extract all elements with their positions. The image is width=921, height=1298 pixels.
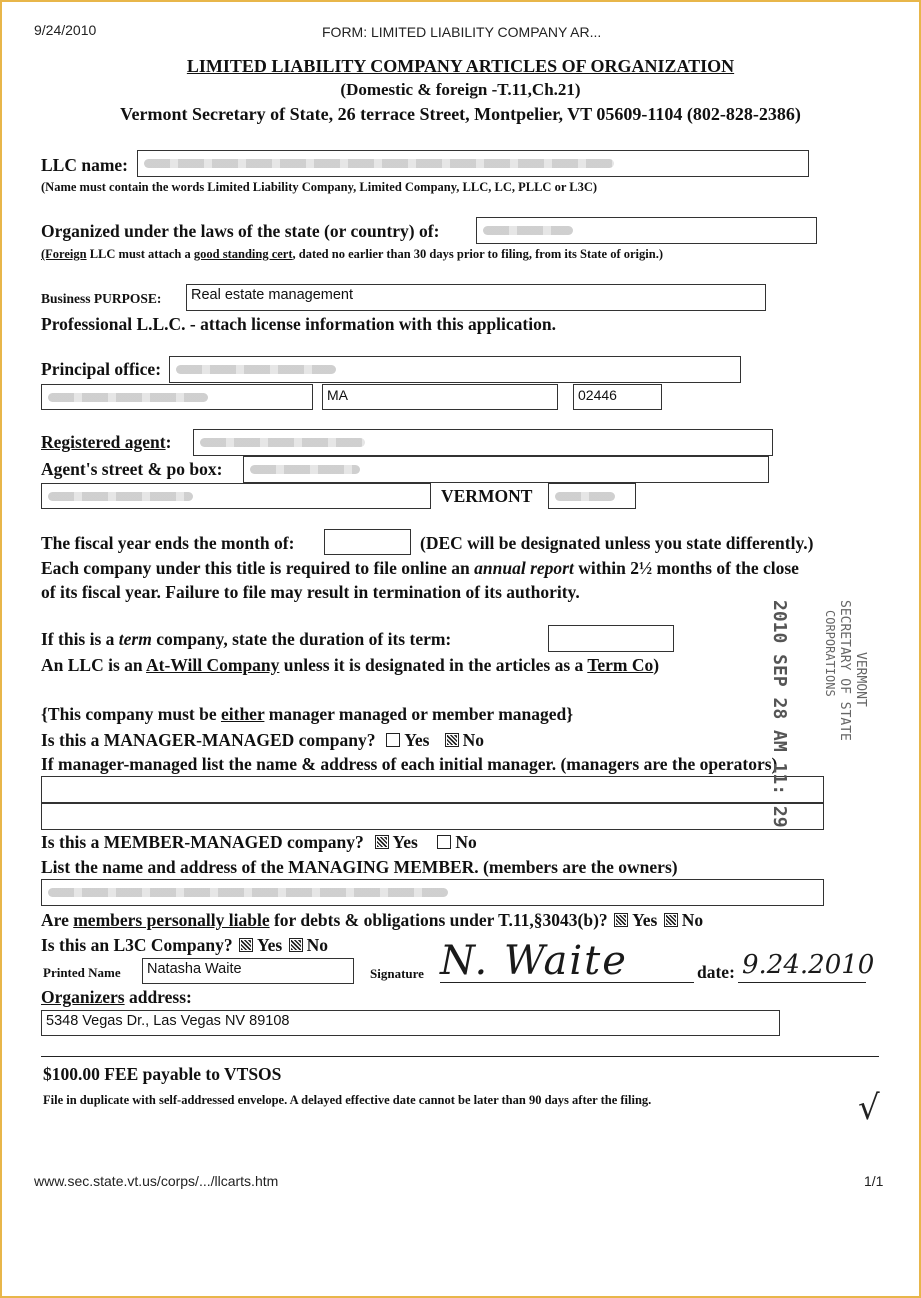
agent-street-label: Agent's street & po box:	[41, 459, 223, 479]
organizers-word: Organizers	[41, 987, 125, 1007]
llc-name-note: (Name must contain the words Limited Liability Company, Limited Company, LLC, LC, PLLC or L3C)	[41, 180, 598, 194]
liable-text-a: Are	[41, 910, 74, 930]
good-standing-cert: good standing cert	[193, 247, 293, 261]
form-title: LIMITED LIABILITY COMPANY ARTICLES OF ORGANIZATION	[186, 56, 735, 76]
fiscal-dec-note: (DEC will be designated unless you state differently.)	[420, 533, 814, 553]
l3c-yes-label: Yes	[256, 935, 283, 955]
annual-report-em: annual report	[474, 558, 574, 578]
redacted-text	[555, 492, 615, 501]
organized-label: Organized under the laws of the state (or country) of:	[41, 221, 440, 241]
print-url: www.sec.state.vt.us/corps/.../llcarts.htm	[34, 1173, 279, 1189]
member-no-checkbox[interactable]	[437, 835, 451, 849]
manager-field-1[interactable]	[41, 776, 824, 803]
redacted-text	[176, 365, 336, 374]
manager-yes-checkbox[interactable]	[386, 733, 400, 747]
l3c-yes-checkbox[interactable]	[239, 938, 253, 952]
principal-state-field[interactable]: MA	[322, 384, 558, 410]
manager-managed-question: Is this a MANAGER-MANAGED company?	[41, 730, 376, 750]
redacted-text	[483, 226, 573, 235]
term-label	[41, 629, 451, 650]
at-will-text-a: An LLC is an	[41, 655, 147, 675]
foreign-word: (Foreign	[41, 247, 87, 261]
principal-office-label: Principal office:	[41, 359, 162, 379]
liable-row	[41, 910, 703, 931]
form-address: Vermont Secretary of State, 26 terrace Street, Montpelier, VT 05609-1104 (802-828-2386)	[120, 104, 801, 124]
organizers-address-text: address:	[124, 987, 192, 1007]
agent-street-field[interactable]	[243, 456, 769, 483]
form-subtitle: (Domestic & foreign -T.11,Ch.21)	[340, 80, 581, 99]
l3c-question: Is this an L3C Company?	[41, 935, 233, 955]
annual-report-text-a: Each company under this title is required to file online an	[41, 558, 475, 578]
manager-no-label: No	[462, 730, 484, 750]
vermont-label: VERMONT	[441, 486, 533, 506]
l3c-row	[41, 935, 328, 956]
agent-zip-field[interactable]	[548, 483, 636, 509]
stamp-secretary: SECRETARY OF STATE	[837, 600, 852, 741]
divider	[41, 1056, 879, 1057]
signature-line	[440, 982, 694, 983]
llc-name-label: LLC name:	[41, 155, 129, 175]
members-personally-liable: members personally liable	[73, 910, 270, 930]
foreign-note-rest: , dated no earlier than 30 days prior to filing, from its State of origin.)	[292, 247, 663, 261]
foreign-llc-text: LLC must attach a	[86, 247, 194, 261]
member-managed-row	[41, 832, 477, 853]
liable-yes-label: Yes	[632, 910, 658, 930]
principal-office-field[interactable]	[169, 356, 741, 383]
received-stamp-date: 2010 SEP 28 AM 11: 29	[769, 600, 790, 828]
llc-name-field[interactable]	[137, 150, 809, 177]
at-will-text-b: unless it is designated in the articles as a	[279, 655, 588, 675]
member-managed-question: Is this a MEMBER-MANAGED company?	[41, 832, 364, 852]
at-will-close: )	[653, 655, 660, 675]
agent-city-field[interactable]	[41, 483, 431, 509]
term-text-a: If this is a	[41, 629, 119, 649]
either-text-b: manager managed or member managed}	[264, 704, 574, 724]
principal-city-field[interactable]	[41, 384, 313, 410]
redacted-text	[48, 393, 208, 402]
registered-agent-field[interactable]	[193, 429, 773, 456]
print-page-number: 1/1	[864, 1173, 884, 1189]
annual-report-text-b: within 2½ months of the close	[573, 558, 799, 578]
redacted-text	[48, 492, 193, 501]
redacted-text	[200, 438, 365, 447]
purpose-label: Business PURPOSE:	[41, 291, 162, 306]
date-label: date:	[697, 962, 735, 982]
organized-state-field[interactable]	[476, 217, 817, 244]
at-will-note	[41, 655, 659, 676]
liable-no-checkbox[interactable]	[664, 913, 678, 927]
liable-no-label: No	[681, 910, 704, 930]
either-word: either	[220, 704, 265, 724]
authority-note: of its fiscal year. Failure to file may result in termination of its authority.	[41, 582, 580, 602]
l3c-no-checkbox[interactable]	[289, 938, 303, 952]
either-text-a: {This company must be	[41, 704, 221, 724]
registered-agent-label	[41, 432, 171, 453]
manager-managed-row	[41, 730, 484, 751]
date-handwriting: 9.24.2010	[742, 950, 875, 980]
fiscal-year-label: The fiscal year ends the month of:	[41, 533, 295, 553]
purpose-field[interactable]: Real estate management	[186, 284, 766, 311]
printed-name-field[interactable]: Natasha Waite	[142, 958, 354, 984]
stamp-vermont: VERMONT	[853, 652, 868, 707]
member-yes-checkbox[interactable]	[375, 835, 389, 849]
stamp-corporations: CORPORATIONS	[823, 610, 837, 697]
redacted-text	[144, 159, 614, 168]
redacted-text	[250, 465, 360, 474]
redacted-text	[48, 888, 448, 897]
organizers-address-label	[41, 987, 192, 1008]
term-co: Term Co	[587, 655, 654, 675]
registered-agent-colon: :	[165, 432, 172, 452]
principal-zip-field[interactable]: 02446	[573, 384, 662, 410]
fiscal-month-field[interactable]	[324, 529, 411, 555]
foreign-note	[41, 247, 663, 262]
liable-yes-checkbox[interactable]	[614, 913, 628, 927]
manager-list-label: If manager-managed list the name & address of each initial manager. (managers are the operators)	[41, 754, 778, 774]
fee-note: File in duplicate with self-addressed envelope. A delayed effective date cannot be later than 90 days after the filing.	[43, 1093, 652, 1107]
professional-note: Professional L.L.C. - attach license information with this application.	[41, 314, 556, 334]
manager-yes-label: Yes	[404, 730, 430, 750]
organizers-address-field[interactable]: 5348 Vegas Dr., Las Vegas NV 89108	[41, 1010, 780, 1036]
managing-member-field[interactable]	[41, 879, 824, 906]
term-duration-field[interactable]	[548, 625, 674, 652]
signature-handwriting: N. Waite	[440, 938, 628, 984]
either-note	[41, 704, 573, 725]
registered-agent-word: Registered agent	[41, 432, 166, 452]
signature-label: Signature	[370, 966, 424, 981]
fee-label: $100.00 FEE payable to VTSOS	[43, 1064, 282, 1084]
at-will-company: At-Will Company	[146, 655, 280, 675]
term-em: term	[118, 629, 152, 649]
term-text-b: company, state the duration of its term:	[151, 629, 452, 649]
print-title: FORM: LIMITED LIABILITY COMPANY AR...	[322, 24, 602, 40]
l3c-no-label: No	[306, 935, 328, 955]
member-list-label: List the name and address of the MANAGING MEMBER. (members are the owners)	[41, 857, 678, 877]
printed-name-label: Printed Name	[43, 965, 121, 980]
member-no-label: No	[455, 832, 477, 852]
manager-no-checkbox[interactable]	[445, 733, 459, 747]
check-mark: √	[858, 1088, 880, 1128]
print-date: 9/24/2010	[34, 22, 97, 38]
annual-report-note	[41, 558, 799, 579]
manager-field-2[interactable]	[41, 803, 824, 830]
date-line	[738, 982, 866, 983]
liable-text-b: for debts & obligations under T.11,§3043(b)?	[269, 910, 608, 930]
member-yes-label: Yes	[392, 832, 418, 852]
